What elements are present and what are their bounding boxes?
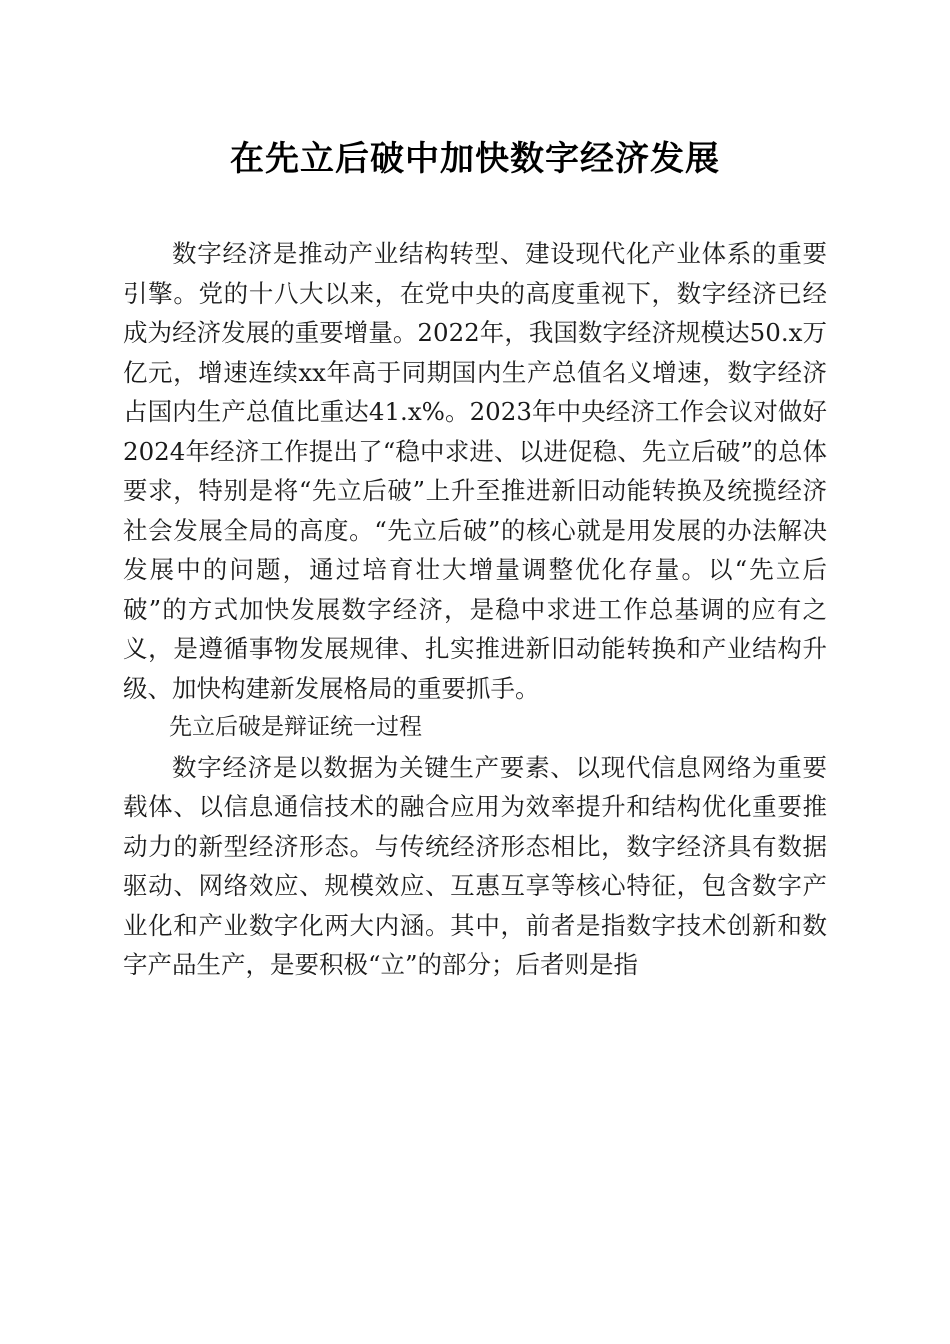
section-heading: 先立后破是辩证统一过程 <box>169 714 422 740</box>
paragraph-digital-economy: 数字经济是以数据为关键生产要素、以现代信息网络为重要载体、以信息通信技术的融合应用为效率提升和结构优化重要推动力的新型经济形态。与传统经济形态相比，数字经济具有数据驱动、网络效应、规模效应、互惠互享等核心特征，包含数字产业化和产业数字化两大内涵。其中，前者是指数字技术创新和数字产品生产，是要积极“立”的部分；后者则是指 <box>123 752 827 979</box>
document-body <box>123 234 827 985</box>
paragraph-intro: 数字经济是推动产业结构转型、建设现代化产业体系的重要引擎。党的十八大以来，在党中央的高度重视下，数字经济已经成为经济发展的重要增量。2022年，我国数字经济规模达50.x万亿元，增速连续xx年高于同期国内生产总值名义增速，数字经济占国内生产总值比重达41.x%。2023年中央经济工作会议对做好2024年经济工作提出了“稳中求进、以进促稳、先立后破”的总体要求，特别是将“先立后破”上升至推进新旧动能转换及统揽经济社会发展全局的高度。“先立后破”的核心就是用发展的办法解决发展中的问题，通过培育壮大增量调整优化存量。以“先立后破”的方式加快发展数字经济，是稳中求进工作总基调的应有之义，是遵循事物发展规律、扎实推进新旧动能转换和产业结构升级、加快构建新发展格局的重要抓手。 <box>123 239 827 703</box>
document-title: 在先立后破中加快数字经济发展 <box>230 139 720 179</box>
